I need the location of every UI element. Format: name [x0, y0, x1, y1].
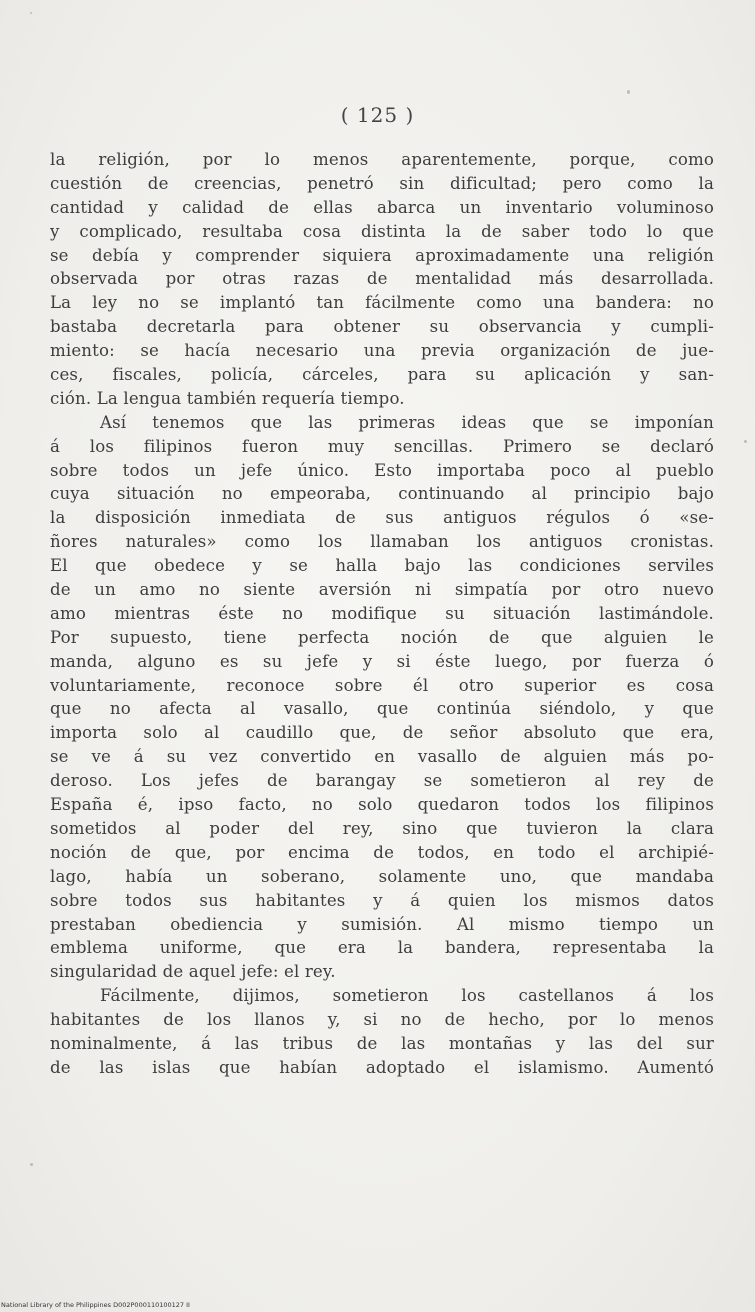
- text-line: y complicado, resultaba cosa distinta la de saber todo lo que: [50, 221, 714, 241]
- text-line: cuestión de creencias, penetró sin dificultad; pero como la: [50, 173, 714, 193]
- text-line: importa solo al caudillo que, de señor absoluto que era,: [50, 723, 714, 743]
- text-line: España é, ipso facto, no solo quedaron todos los filipinos: [50, 795, 714, 815]
- text-line: manda, alguno es su jefe y si éste luego, por fuerza ó: [50, 651, 714, 671]
- paragraph: [50, 411, 714, 984]
- text-line: Por supuesto, tiene perfecta noción de que alguien le: [50, 627, 714, 647]
- text-line: sobre todos sus habitantes y á quien los mismos datos: [50, 890, 714, 910]
- text-line: ces, fiscales, policía, cárceles, para su aplicación y san-: [50, 365, 714, 385]
- text-line: se debía y comprender siquiera aproximadamente una religión: [50, 245, 714, 265]
- text-line: El que obedece y se halla bajo las condiciones serviles: [50, 556, 714, 576]
- text-line: prestaban obediencia y sumisión. Al mismo tiempo un: [50, 914, 714, 934]
- text-line: habitantes de los llanos y, si no de hecho, por lo menos: [50, 1010, 714, 1030]
- text-line: La ley no se implantó tan fácilmente como una bandera: no: [50, 293, 714, 313]
- text-line: la disposición inmediata de sus antiguos régulos ó «se-: [50, 508, 714, 528]
- text-line: deroso. Los jefes de barangay se sometieron al rey de: [50, 771, 714, 791]
- text-line: de las islas que habían adoptado el islamismo. Aumentó: [50, 1057, 714, 1077]
- text-line: voluntariamente, reconoce sobre él otro superior es cosa: [50, 675, 714, 695]
- text-line: singularidad de aquel jefe: el rey.: [50, 962, 336, 982]
- text-line: observada por otras razas de mentalidad más desarrollada.: [50, 269, 714, 289]
- scan-speck: [30, 12, 32, 14]
- text-line: lago, había un soberano, solamente uno, que mandaba: [50, 866, 714, 886]
- text-line: sometidos al poder del rey, sino que tuvieron la clara: [50, 818, 714, 838]
- paragraph: [50, 984, 714, 1080]
- text-line: á los filipinos fueron muy sencillas. Primero se declaró: [50, 436, 714, 456]
- text-line: ñores naturales» como los llamaban los antiguos cronistas.: [50, 532, 714, 552]
- text-line: cantidad y calidad de ellas abarca un inventario voluminoso: [50, 197, 714, 217]
- scan-speck: [627, 90, 630, 94]
- text-line: se ve á su vez convertido en vasallo de alguien más po-: [50, 747, 714, 767]
- footer-credit: National Library of the Philippines D002P000110100127 II: [1, 1301, 190, 1309]
- text-line: amo mientras éste no modifique su situación lastimándole.: [50, 603, 714, 623]
- text-line: Así tenemos que las primeras ideas que se imponían: [100, 412, 714, 432]
- text-line: ción. La lengua también requería tiempo.: [50, 388, 405, 408]
- text-line: bastaba decretarla para obtener su observancia y cumpli-: [50, 317, 714, 337]
- text-line: que no afecta al vasallo, que continúa siéndolo, y que: [50, 699, 714, 719]
- text-line: cuya situación no empeoraba, continuando al principio bajo: [50, 484, 714, 504]
- text-line: sobre todos un jefe único. Esto importaba poco al pueblo: [50, 460, 714, 480]
- page-number: ( 125 ): [340, 103, 415, 127]
- scan-speck: [744, 440, 747, 443]
- body-text: [50, 148, 714, 1080]
- text-line: miento: se hacía necesario una previa organización de jue-: [50, 341, 714, 361]
- text-line: Fácilmente, dijimos, sometieron los castellanos á los: [100, 986, 714, 1006]
- paragraph: [50, 148, 714, 411]
- text-line: de un amo no siente aversión ni simpatía por otro nuevo: [50, 580, 714, 600]
- text-line: la religión, por lo menos aparentemente, porque, como: [50, 150, 714, 169]
- scan-speck: [30, 1163, 33, 1166]
- text-line: noción de que, por encima de todos, en todo el archipié-: [50, 842, 714, 862]
- text-line: nominalmente, á las tribus de las montañas y las del sur: [50, 1033, 714, 1053]
- text-line: emblema uniforme, que era la bandera, representaba la: [50, 938, 714, 958]
